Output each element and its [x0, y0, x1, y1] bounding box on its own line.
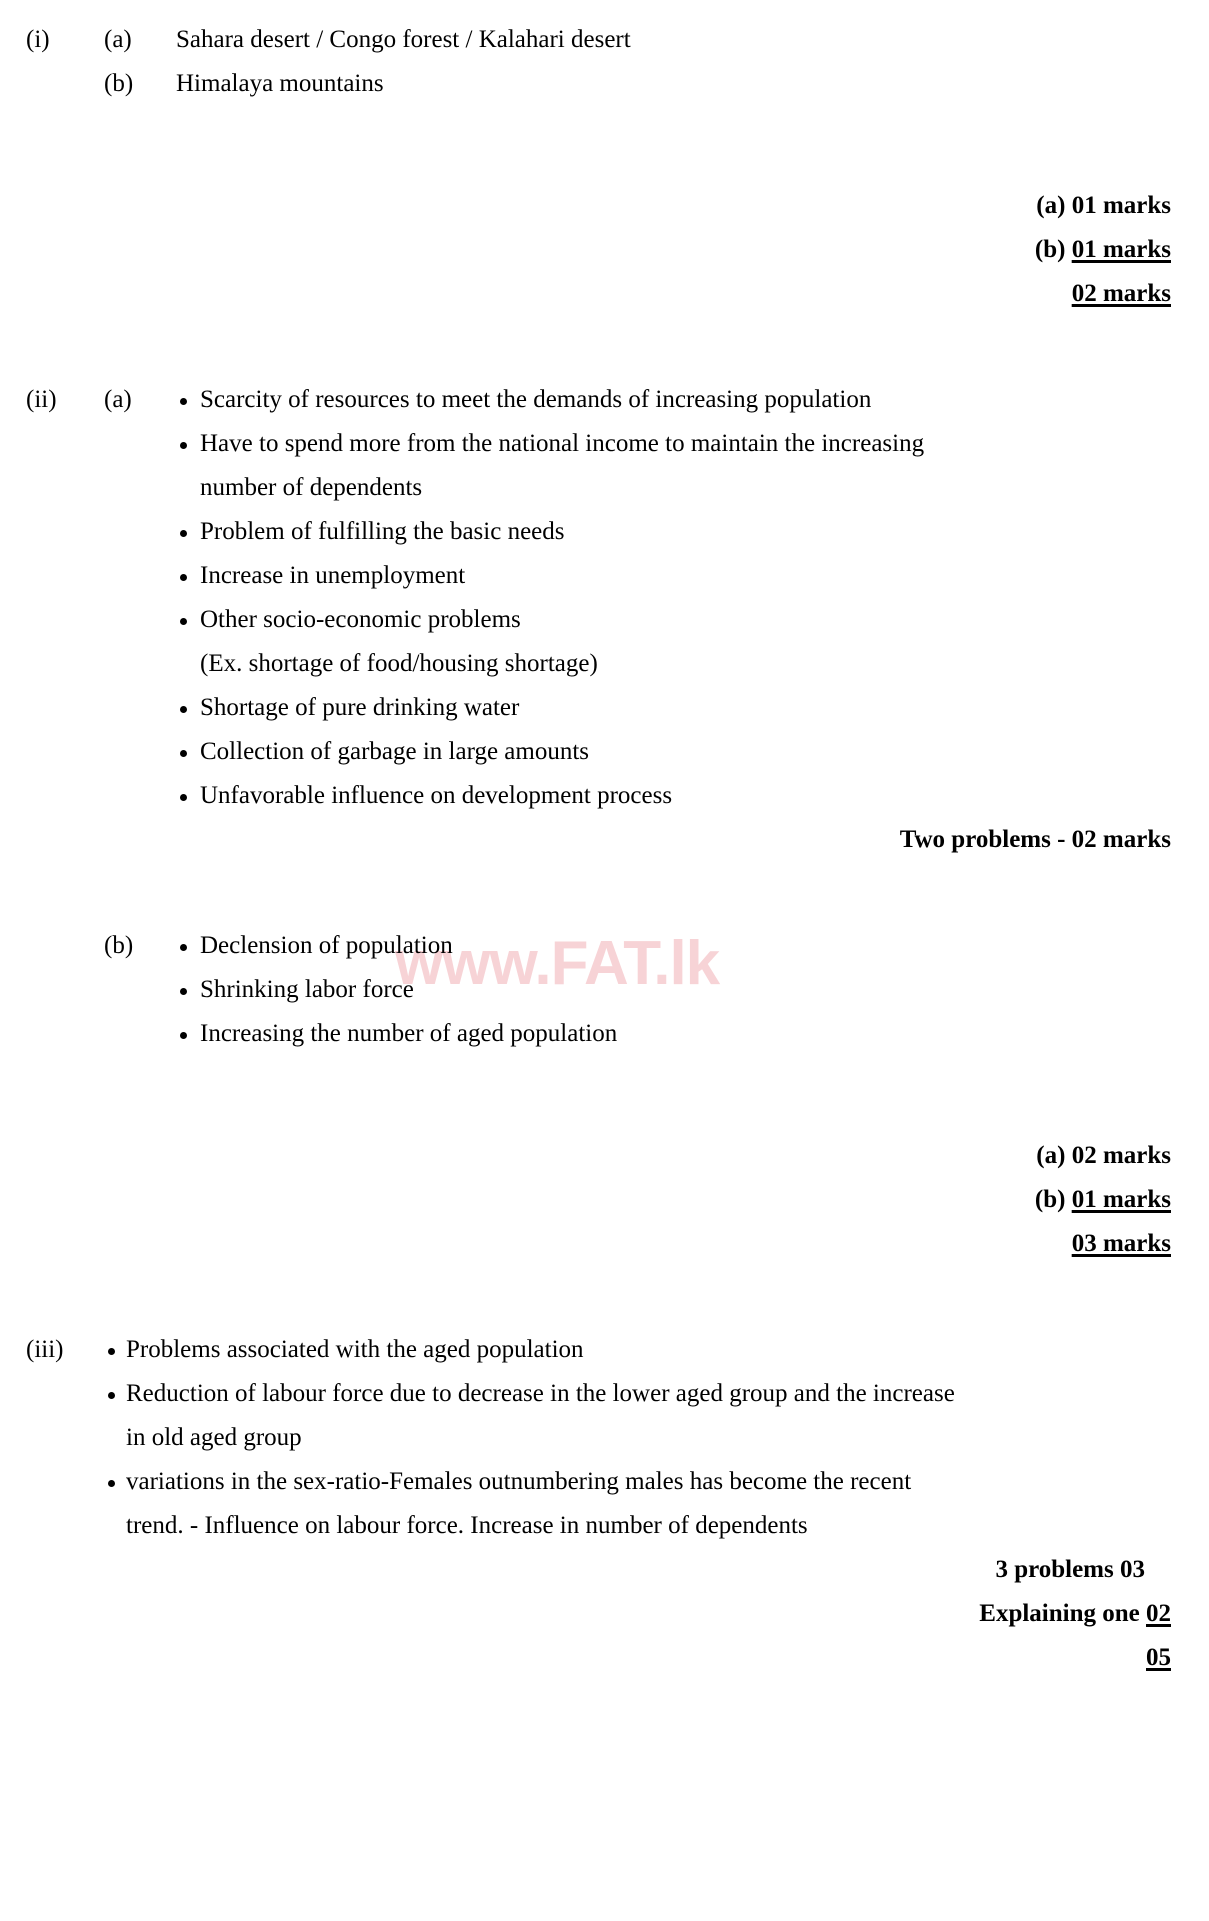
list-item-continuation — [176, 466, 1183, 510]
list-item-text: (Ex. shortage of food/housing shortage) — [200, 650, 598, 677]
section-ii-part-b-label: (b) — [104, 932, 134, 959]
list-item-text: Unfavorable influence on development process — [200, 782, 673, 809]
section-ii-marks-b-label: (b) — [1034, 1186, 1066, 1213]
section-iii-body-row — [26, 1328, 1183, 1548]
section-iii-marks-problems: 3 problems 03 — [995, 1556, 1145, 1583]
list-item-text: Shortage of pure drinking water — [200, 694, 520, 721]
spacer — [26, 862, 1183, 924]
section-ii-number: (ii) — [26, 386, 57, 413]
section-i-marks-a-value: 01 marks — [1071, 192, 1171, 219]
list-item — [104, 1328, 1183, 1372]
list-item — [104, 1460, 1183, 1504]
list-item-text: Collection of garbage in large amounts — [200, 738, 590, 765]
section-ii-marks-total-value: 03 marks — [1071, 1230, 1171, 1257]
list-item-text: Other socio-economic problems — [200, 606, 521, 633]
list-item — [176, 730, 1183, 774]
list-item — [176, 686, 1183, 730]
section-ii-part-a-body — [176, 378, 1183, 818]
section-ii-part-b-list — [176, 924, 1183, 1056]
section-iii-marks-explaining-label: Explaining one — [979, 1600, 1140, 1627]
section-ii-marks-b — [26, 1178, 1183, 1222]
section-ii-part-a-note-text: Two problems - 02 marks — [899, 826, 1171, 853]
section-ii-part-a-note — [26, 818, 1183, 862]
section-ii-part-a-label: (a) — [104, 386, 132, 413]
site-watermark: www.FAT.lk — [395, 929, 720, 998]
spacer — [26, 1056, 1183, 1134]
list-item-text: Have to spend more from the national income to maintain the increasing — [200, 430, 925, 457]
list-item-continuation — [104, 1504, 1183, 1548]
section-iii-list — [104, 1328, 1183, 1548]
section-i-item-b-text: Himalaya mountains — [176, 70, 384, 97]
section-ii-part-a — [26, 378, 1183, 818]
section-ii-marks-total — [26, 1222, 1183, 1266]
section-ii-marks-a-label: (a) — [1036, 1142, 1066, 1169]
section-i-marks-total — [26, 272, 1183, 316]
spacer — [26, 106, 1183, 184]
section-iii-marks — [26, 1548, 1183, 1680]
list-item — [176, 510, 1183, 554]
section-i-item-b-label: (b) — [104, 70, 134, 97]
section-i-item-a — [26, 18, 1183, 62]
section-iii-marks-total-value: 05 — [1146, 1644, 1171, 1671]
list-item — [104, 1372, 1183, 1416]
list-item-text: Increasing the number of aged population — [200, 1020, 618, 1047]
section-i-item-a-text: Sahara desert / Congo forest / Kalahari desert — [176, 26, 631, 53]
list-item-continuation — [104, 1416, 1183, 1460]
section-ii-part-b — [26, 924, 1183, 1056]
spacer — [26, 1266, 1183, 1328]
list-item — [176, 968, 1183, 1012]
list-item-text: Shrinking labor force — [200, 976, 414, 1003]
list-item — [176, 1012, 1183, 1056]
section-i-marks-total-value: 02 marks — [1071, 280, 1171, 307]
section-ii-marks-b-value: 01 marks — [1071, 1186, 1171, 1213]
section-iii-marks-explaining — [26, 1592, 1183, 1636]
section-i-item-a-label: (a) — [104, 26, 132, 53]
list-item-text: Declension of population — [200, 932, 453, 959]
section-iii — [26, 1328, 1183, 1680]
list-item-text: trend. - Influence on labour force. Increase in number of dependents — [126, 1512, 808, 1539]
section-i-marks-b-value: 01 marks — [1071, 236, 1171, 263]
section-iii-marks-total — [26, 1636, 1183, 1680]
list-item — [176, 598, 1183, 642]
list-item-continuation — [176, 642, 1183, 686]
section-ii-part-a-list — [176, 378, 1183, 818]
section-iii-marks-explaining-value: 02 — [1146, 1600, 1171, 1627]
list-item — [176, 378, 1183, 422]
list-item-text: Problem of fulfilling the basic needs — [200, 518, 565, 545]
list-item-text: Reduction of labour force due to decrease in the lower aged group and the increase — [126, 1380, 955, 1407]
section-i-number: (i) — [26, 26, 50, 53]
section-i-marks-b-label: (b) — [1034, 236, 1066, 263]
list-item — [176, 774, 1183, 818]
list-item — [176, 554, 1183, 598]
list-item-text: Scarcity of resources to meet the demands of increasing population — [200, 386, 872, 413]
section-ii-part-b-body — [176, 924, 1183, 1056]
list-item-text: number of dependents — [200, 474, 423, 501]
section-i-marks — [26, 184, 1183, 316]
list-item — [176, 422, 1183, 466]
section-iii-number: (iii) — [26, 1336, 64, 1363]
section-i-item-b — [26, 62, 1183, 106]
section-ii-marks-a — [26, 1134, 1183, 1178]
list-item-text: in old aged group — [126, 1424, 302, 1451]
list-item — [176, 924, 1183, 968]
section-i-marks-b — [26, 228, 1183, 272]
section-i — [26, 18, 1183, 316]
section-ii — [26, 378, 1183, 1266]
section-ii-marks-a-value: 02 marks — [1071, 1142, 1171, 1169]
list-item-text: variations in the sex-ratio-Females outnumbering males has become the recent — [126, 1468, 912, 1495]
spacer — [26, 316, 1183, 378]
section-i-marks-a — [26, 184, 1183, 228]
list-item-text: Problems associated with the aged population — [126, 1336, 584, 1363]
section-i-marks-a-label: (a) — [1036, 192, 1066, 219]
section-iii-body — [104, 1328, 1183, 1548]
section-ii-marks — [26, 1134, 1183, 1266]
list-item-text: Increase in unemployment — [200, 562, 466, 589]
